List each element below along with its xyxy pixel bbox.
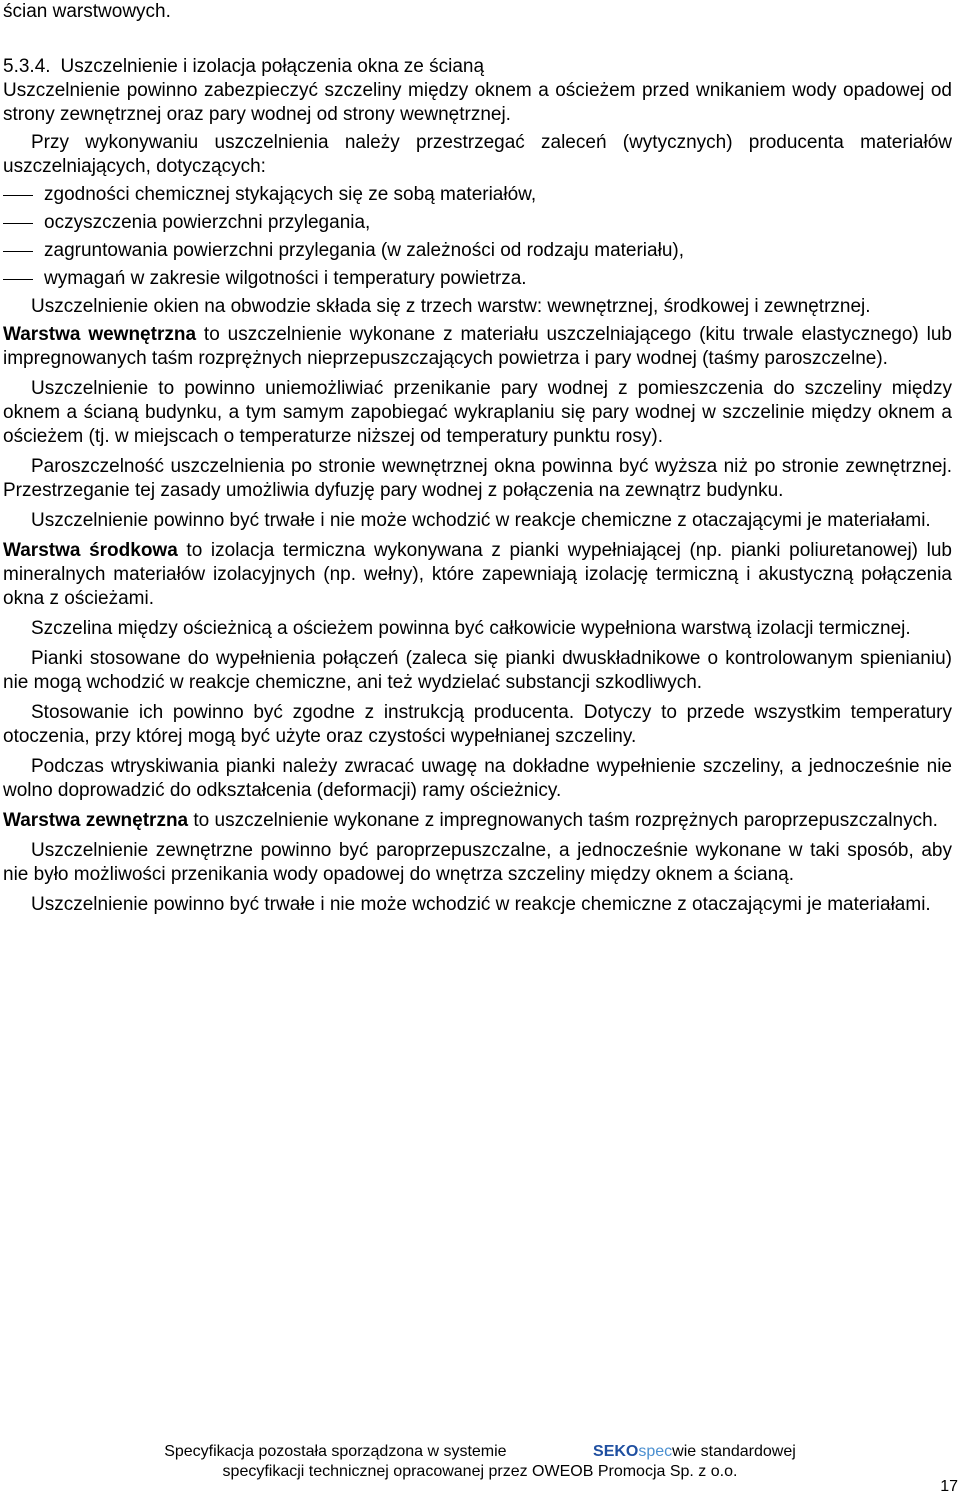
footer-line-2: specyfikacji technicznej opracowanej przez OWEOB Promocja Sp. z o.o. bbox=[222, 1463, 738, 1480]
requirements-list bbox=[3, 181, 952, 293]
brand-seko: SEKO bbox=[593, 1443, 639, 1460]
footer-line-1 bbox=[0, 1442, 960, 1462]
paragraph-text: to izolacja termiczna wykonywana z pianki wypełniającej (np. pianki poliuretanowej) lub mineralnych materiałów izolacyjnych (np. wełny), które zapewniają izolację termiczną i akustyczną połączenia okna z ościeżami. bbox=[3, 540, 952, 609]
paragraph-12: Podczas wtryskiwania pianki należy zwracać uwagę na dokładne wypełnienie szczeliny, a jednocześnie nie wolno doprowadzić do odkształcenia (deformacji) ramy ościeżnicy. bbox=[3, 756, 952, 801]
paragraph-10: Pianki stosowane do wypełnienia połączeń (zaleca się pianki dwuskładnikowe o kontrolowanym spienianiu) nie mogą wchodzić w reakcje chemiczne, ani też wydzielać substancji szkodliwych. bbox=[3, 648, 952, 693]
brand-spec: spec bbox=[638, 1443, 673, 1460]
document-page bbox=[3, 0, 952, 917]
page-footer bbox=[0, 1442, 960, 1482]
list-item: zagruntowania powierzchni przylegania (w zależności od rodzaju materiału), bbox=[3, 237, 952, 265]
paragraph-14: Uszczelnienie zewnętrzne powinno być paroprzepuszczalne, a jednocześnie wykonane w taki sposób, aby nie było możliwości przenikania wody opadowej do wnętrza szczeliny między oknem a ścianą. bbox=[3, 840, 952, 885]
footer-suffix: wie standardowej bbox=[672, 1443, 796, 1460]
paragraph-15: Uszczelnienie powinno być trwałe i nie może wchodzić w reakcje chemiczne z otaczającymi je materiałami. bbox=[31, 894, 931, 915]
section-title: Uszczelnienie i izolacja połączenia okna ze ścianą bbox=[60, 56, 485, 77]
paragraph-7: Uszczelnienie powinno być trwałe i nie może wchodzić w reakcje chemiczne z otaczającymi je materiałami. bbox=[31, 510, 931, 531]
paragraph-3: Uszczelnienie okien na obwodzie składa się z trzech warstw: wewnętrznej, środkowej i zewnętrznej. bbox=[31, 296, 871, 317]
bold-term: Warstwa zewnętrzna bbox=[3, 810, 189, 831]
paragraph-13 bbox=[3, 809, 952, 833]
footer-prefix: Specyfikacja pozostała sporządzona w systemie bbox=[164, 1443, 507, 1460]
bold-term: Warstwa środkowa bbox=[3, 540, 178, 561]
top-fragment: ścian warstwowych. bbox=[3, 1, 171, 22]
paragraph-4 bbox=[3, 323, 952, 371]
list-item: zgodności chemicznej stykających się ze sobą materiałów, bbox=[3, 181, 952, 209]
paragraph-9: Szczelina między ościeżnicą a ościeżem powinna być całkowicie wypełniona warstwą izolacji termicznej. bbox=[31, 618, 911, 639]
paragraph-11: Stosowanie ich powinno być zgodne z instrukcją producenta. Dotyczy to przede wszystkim temperatury otoczenia, przy której mogą być użyte oraz czystości wypełnianej szczeliny. bbox=[3, 702, 952, 747]
paragraph-2: Przy wykonywaniu uszczelnienia należy przestrzegać zaleceń (wytycznych) producenta materiałów uszczelniających, dotyczących: bbox=[3, 132, 952, 177]
bold-term: Warstwa wewnętrzna bbox=[3, 324, 197, 345]
list-item: oczyszczenia powierzchni przylegania, bbox=[3, 209, 952, 237]
page-number: 17 bbox=[940, 1478, 958, 1495]
paragraph-text: to uszczelnienie wykonane z materiału uszczelniającego (kitu trwale elastycznego) lub impregnowanych taśm rozprężnych nieprzepuszczających powietrza i pary wodnej (taśmy paroszczelne). bbox=[3, 324, 952, 369]
section-heading bbox=[3, 55, 952, 79]
list-item: wymagań w zakresie wilgotności i temperatury powietrza. bbox=[3, 265, 952, 293]
paragraph-5: Uszczelnienie to powinno uniemożliwiać przenikanie pary wodnej z pomieszczenia do szczeliny między oknem a ścianą budynku, a tym samym zapobiegać wykraplaniu się pary wodnej w szczelinie między oknem a ościeżem (tj. w miejscach o temperaturze niższej od temperatury punktu rosy). bbox=[3, 378, 952, 447]
paragraph-1: Uszczelnienie powinno zabezpieczyć szczeliny między oknem a ościeżem przed wnikaniem wody opadowej od strony zewnętrznej oraz pary wodnej od strony wewnętrznej. bbox=[3, 80, 952, 125]
section-number: 5.3.4. bbox=[3, 56, 51, 77]
paragraph-6: Paroszczelność uszczelnienia po stronie wewnętrznej okna powinna być wyższa niż po stronie zewnętrznej. Przestrzeganie tej zasady umożliwia dyfuzję pary wodnej z połączenia na zewnątrz budynku. bbox=[3, 456, 952, 501]
paragraph-text: to uszczelnienie wykonane z impregnowanych taśm rozprężnych paroprzepuszczalnych. bbox=[188, 810, 938, 831]
paragraph-8 bbox=[3, 539, 952, 611]
